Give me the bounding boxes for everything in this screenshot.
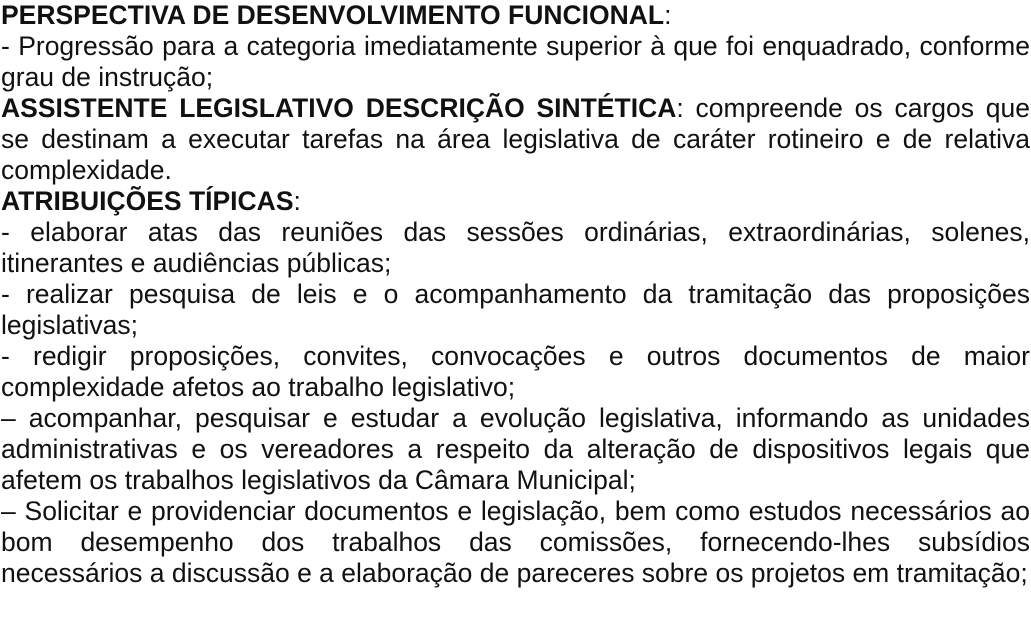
list-item: - realizar pesquisa de leis e o acompanhamento da tramitação das proposições legislativas; <box>1 279 1030 340</box>
heading-colon: : <box>293 186 301 216</box>
heading-text: ATRIBUIÇÕES TÍPICAS <box>1 186 294 216</box>
section-heading-atribuicoes <box>1 186 1030 217</box>
heading-text: PERSPECTIVA DE DESENVOLVIMENTO FUNCIONAL <box>1 0 665 30</box>
list-item: – acompanhar, pesquisar e estudar a evolução legislativa, informando as unidades administrativas e os vereadores a respeito da alteração de dispositivos legais que afetem os trabalhos legislativos da Câmara Municipal; <box>1 403 1030 495</box>
paragraph-text: : compreende os cargos que se destinam a executar tarefas na área legislativa de caráter rotineiro e de relativa complexidade. <box>1 93 1030 185</box>
heading-text: ASSISTENTE LEGISLATIVO DESCRIÇÃO SINTÉTICA <box>1 93 677 123</box>
section-assistente-legislativo <box>1 93 1030 186</box>
paragraph-progressao: - Progressão para a categoria imediatamente superior à que foi enquadrado, conforme grau de instrução; <box>1 31 1030 92</box>
section-heading-desenvolvimento <box>1 0 1030 31</box>
heading-colon: : <box>664 0 672 30</box>
list-item: - redigir proposições, convites, convocações e outros documentos de maior complexidade afetos ao trabalho legislativo; <box>1 341 1030 402</box>
list-item: - elaborar atas das reuniões das sessões ordinárias, extraordinárias, solenes, itinerantes e audiências públicas; <box>1 217 1030 278</box>
list-item: – Solicitar e providenciar documentos e legislação, bem como estudos necessários ao bom desempenho dos trabalhos das comissões, fornecendo-lhes subsídios necessários a discussão e a elaboração de pareceres sobre os projetos em tramitação; <box>1 496 1030 588</box>
